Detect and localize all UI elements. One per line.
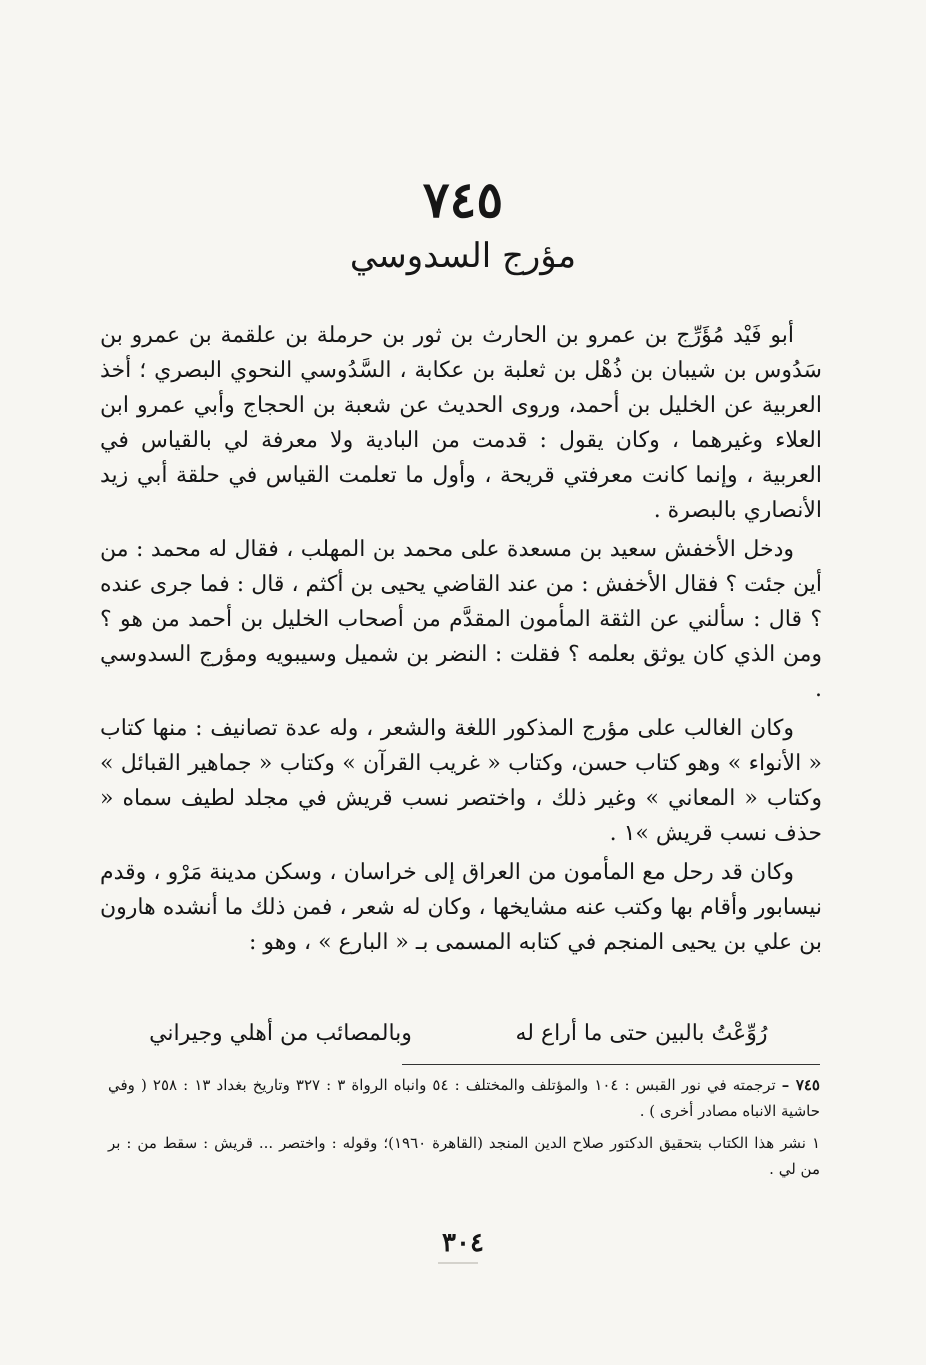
footnote-divider (402, 1064, 820, 1065)
footnote-text: نشر هذا الكتاب بتحقيق الدكتور صلاح الدين المنجد (القاهرة ١٩٦٠)؛ وقوله : واختصر ... قريش : سقط من : بر من لي . (108, 1134, 820, 1178)
entry-number: ٧٤٥ (422, 170, 504, 229)
paragraph-3: وكان الغالب على مؤرج المذكور اللغة والشعر ، وله عدة تصانيف : منها كتاب « الأنواء » وهو كتاب حسن، وكتاب « غريب القرآن » وكتاب « جماهير القبائل » وكتاب « المعاني » وغير ذلك ، واختصر نسب قريش في مجلد لطيف سماه « حذف نسب قريش »١ . (100, 716, 822, 846)
verse-second-hemistich: وبالمصائب من أهلي وجيراني (149, 1021, 412, 1046)
footnote-1 (108, 1130, 820, 1182)
footnote-number: ٧٤٥ – (781, 1076, 820, 1094)
footnotes (108, 1072, 820, 1182)
footnote-text: ترجمته في نور القبس : ١٠٤ والمؤتلف والمختلف : ٥٤ وانباه الرواة ٣ : ٣٢٧ وتاريخ بغداد ١٣ : ٢٥٨ ( وفي حاشية الانباه مصادر أخرى ) . (108, 1076, 820, 1120)
print-mark (438, 1262, 478, 1264)
paragraph-1: أبو فَيْد مُؤَرِّج بن عمرو بن الحارث بن ثور بن حرملة بن علقمة بن عمرو بن سَدُوس بن شيبان بن ذُهْل بن ثعلبة بن عكابة ، السَّدُوسي النحوي البصري ؛ أخذ العربية عن الخليل بن أحمد، وروى الحديث عن شعبة بن الحجاج وأبي عمرو ابن العلاء وغيرهما ، وكان يقول : قدمت من البادية ولا معرفة لي بالقياس في العربية ، وإنما كانت معرفتي قريحة ، وأول ما تعلمت القياس في حلقة أبي زيد الأنصاري بالبصرة . (100, 323, 822, 523)
footnote-number: ١ (811, 1134, 820, 1152)
paragraph-4: وكان قد رحل مع المأمون من العراق إلى خراسان ، وسكن مدينة مَرْو ، وقدم نيسابور وأقام بها وكتب عنه مشايخها ، وكان له شعر ، فمن ذلك ما أنشده هارون بن علي بن يحيى المنجم في كتابه المسمى بـ « البارع » ، وهو : (100, 860, 822, 955)
poem-verse (100, 1018, 822, 1050)
entry-body (100, 318, 822, 960)
entry-title: مؤرج السدوسي (349, 236, 577, 276)
page-number: ٣٠٤ (442, 1228, 484, 1258)
paragraph-2: ودخل الأخفش سعيد بن مسعدة على محمد بن المهلب ، فقال له محمد : من أين جئت ؟ فقال الأخفش : من عند القاضي يحيى بن أكثم ، قال : فما جرى عنده ؟ قال : سألني عن الثقة المأمون المقدَّم من أصحاب الخليل بن أحمد من هو ؟ ومن الذي كان يوثق بعلمه ؟ فقلت : النضر بن شميل وسيبويه ومؤرج السدوسي . (100, 537, 822, 702)
footnote-entry-sources (108, 1072, 820, 1124)
verse-first-hemistich: رُوِّعْتُ بالبين حتى ما أراع له (515, 1021, 768, 1046)
